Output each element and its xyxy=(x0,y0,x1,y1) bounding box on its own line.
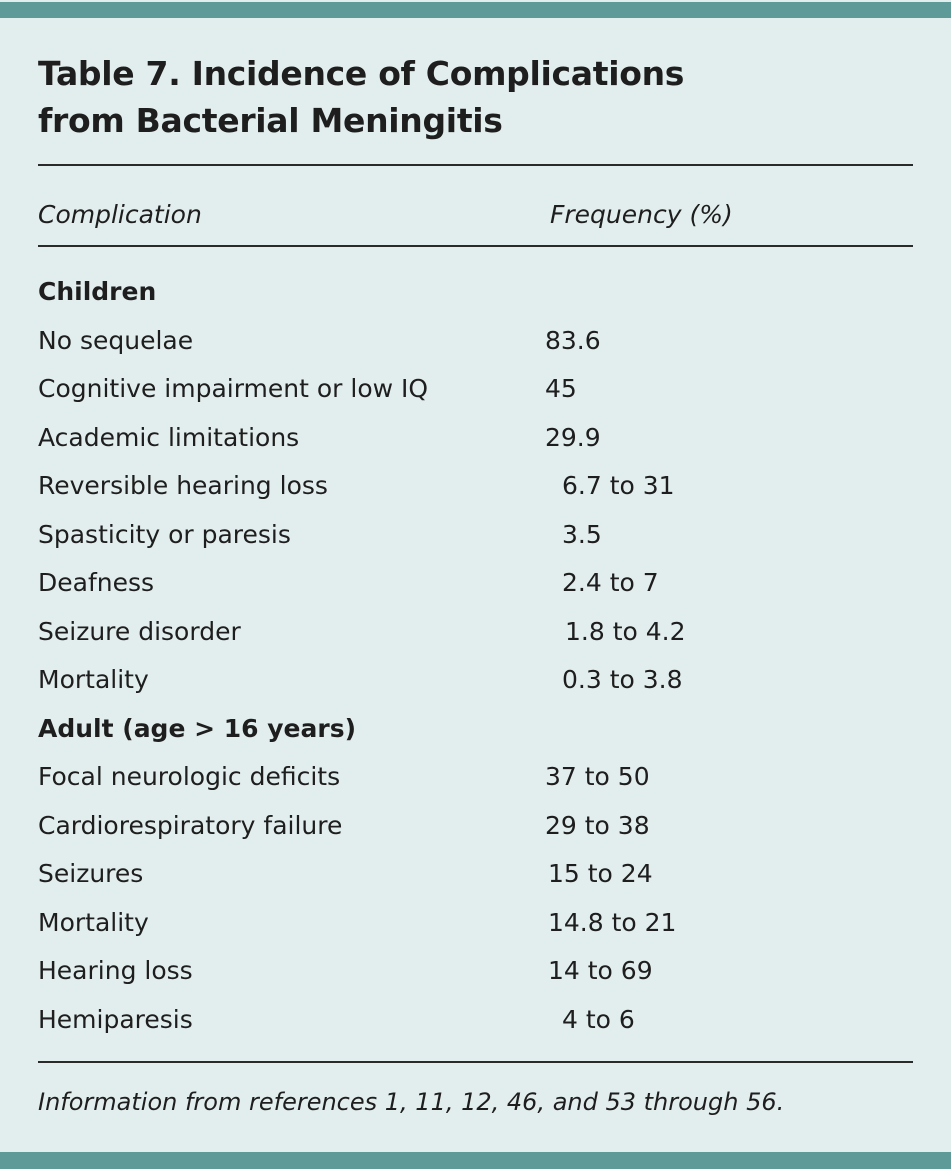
complication-cell: No sequelae xyxy=(38,325,194,355)
frequency-cell: 29 to 38 xyxy=(545,810,650,840)
complication-cell: Hearing loss xyxy=(38,956,193,985)
header-divider xyxy=(38,245,913,247)
table-row xyxy=(38,656,913,704)
table-row xyxy=(38,947,913,995)
complication-cell: Seizure disorder xyxy=(38,616,241,646)
frequency-cell: 14.8 to 21 xyxy=(548,907,677,937)
table-row xyxy=(38,511,913,559)
table-row xyxy=(38,753,913,801)
frequency-cell: 4 to 6 xyxy=(562,1004,635,1034)
title-line-2: from Bacterial Meningitis xyxy=(38,101,503,140)
complication-cell: Cardiorespiratory failure xyxy=(38,810,343,840)
section-header-row xyxy=(38,705,913,753)
title-divider xyxy=(38,164,913,166)
frequency-cell: 29.9 xyxy=(545,422,601,452)
complication-cell: Focal neurologic deficits xyxy=(38,762,341,791)
footer-divider xyxy=(38,1061,913,1063)
table-title xyxy=(38,50,684,144)
bottom-accent-bar xyxy=(0,1152,951,1169)
table-row xyxy=(38,462,913,510)
footnote: Information from references 1, 11, 12, 46, and 53 through 56. xyxy=(38,1088,785,1116)
frequency-cell: 0.3 to 3.8 xyxy=(562,665,683,694)
title-line-1: Table 7. Incidence of Complications xyxy=(38,54,685,93)
header-frequency: Frequency (%) xyxy=(550,200,733,229)
frequency-cell: 37 to 50 xyxy=(545,762,650,791)
frequency-cell: 83.6 xyxy=(545,325,601,355)
table-row xyxy=(38,996,913,1044)
complication-cell: Mortality xyxy=(38,665,149,694)
complication-cell: Academic limitations xyxy=(38,422,300,452)
complication-cell: Cognitive impairment or low IQ xyxy=(38,374,429,403)
frequency-cell: 1.8 to 4.2 xyxy=(565,616,686,646)
complication-cell: Mortality xyxy=(38,907,149,937)
complication-cell: Adult (age > 16 years) xyxy=(38,713,357,743)
table-row xyxy=(38,802,913,850)
top-accent-bar xyxy=(0,2,951,18)
table-row xyxy=(38,365,913,413)
header-complication: Complication xyxy=(38,200,202,229)
table-row xyxy=(38,317,913,365)
complication-cell: Spasticity or paresis xyxy=(38,519,291,549)
complication-cell: Children xyxy=(38,277,157,306)
complication-cell: Seizures xyxy=(38,859,144,888)
section-header-row xyxy=(38,268,913,316)
complication-cell: Hemiparesis xyxy=(38,1004,193,1034)
table-row xyxy=(38,608,913,656)
frequency-cell: 14 to 69 xyxy=(548,956,653,985)
frequency-cell: 45 xyxy=(545,374,577,403)
table-row xyxy=(38,414,913,462)
frequency-cell: 15 to 24 xyxy=(548,859,653,888)
table-row xyxy=(38,559,913,607)
frequency-cell: 3.5 xyxy=(562,519,602,549)
frequency-cell: 2.4 to 7 xyxy=(562,568,659,597)
complication-cell: Reversible hearing loss xyxy=(38,471,328,500)
table-row xyxy=(38,850,913,898)
frequency-cell: 6.7 to 31 xyxy=(562,471,675,500)
table-row xyxy=(38,899,913,947)
complication-cell: Deafness xyxy=(38,568,155,597)
